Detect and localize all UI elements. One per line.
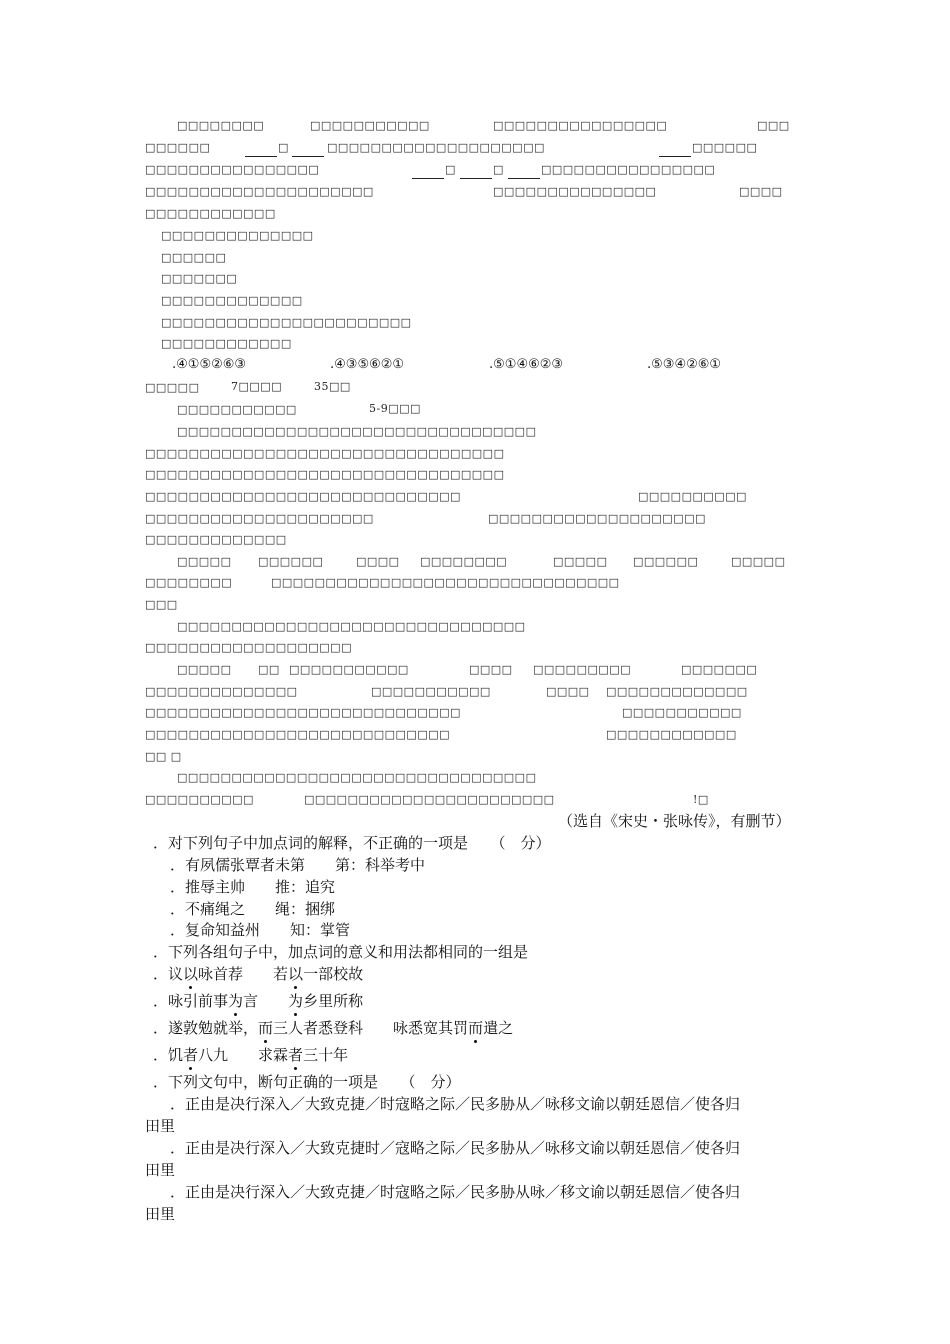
text-run: 遣之 xyxy=(483,1019,514,1037)
passage-line: □□□□□□ xyxy=(258,555,324,568)
question-2-option-c xyxy=(153,1021,513,1036)
fill-blank xyxy=(458,163,494,179)
garbled-list-item-3: □□□□□□□ xyxy=(161,272,238,285)
question-1-option-d: ．复命知益州 知：掌管 xyxy=(170,921,351,939)
passage-line: □□□□□□□□□□□□□□ xyxy=(145,685,298,698)
garbled-line-1a: □□□□□□□□ xyxy=(177,119,265,132)
garbled-list-item-6: □□□□□□□□□□□□ xyxy=(161,337,292,350)
text-run: ．议 xyxy=(153,965,184,983)
dotted-word: 而 xyxy=(258,1019,274,1037)
dotted-word: 而 xyxy=(468,1019,484,1037)
passage-line: □□□□□□□□□□□□□□□□□□□□□□□ xyxy=(304,793,555,806)
fill-blank xyxy=(410,163,446,179)
source-citation: （选自《宋史・张咏传》，有删节） xyxy=(558,812,791,830)
garbled-line-5: □□□□□□□□□□□□ xyxy=(145,207,276,220)
garbled-line-2c: □□□□□□□□□□□□□□□□□□□□ xyxy=(327,141,545,154)
passage-line: □□□□□□□□□□□□□□□□□□□□□□□□□□□□□ xyxy=(145,706,461,719)
question-1-option-b: ．推辱主帅 推：追究 xyxy=(170,878,336,896)
passage-line: □□□□ xyxy=(356,555,400,568)
passage-line: □□□□□□□□□□□□□ xyxy=(145,533,287,546)
garbled-list-item-2: □□□□□□ xyxy=(161,251,227,264)
garbled-line-3c: □ xyxy=(493,163,504,176)
passage-line: □□□□□ xyxy=(731,555,786,568)
passage-line: □□□□□□□ xyxy=(681,663,758,676)
passage-line: □□□□□□□□ xyxy=(145,576,233,589)
garbled-line-3d: □□□□□□□□□□□□□□□□ xyxy=(541,163,716,176)
passage-line: □□□□□□□□ xyxy=(420,555,508,568)
garbled-line-4a: □□□□□□□□□□□□□□□□□□□□□ xyxy=(145,185,374,198)
garbled-line-3a: □□□□□□□□□□□□□□□□ xyxy=(145,163,320,176)
text-run: ．遂敦勉就举， xyxy=(153,1019,259,1037)
dotted-word: 为 xyxy=(288,992,304,1010)
question-3-option-c-cont: 田里 xyxy=(145,1205,176,1223)
passage-line: □□□□ xyxy=(469,663,513,676)
text-run: ．咏引前事 xyxy=(153,992,229,1010)
option-d: .⑤③④②⑥① xyxy=(647,357,722,372)
dotted-word: 以 xyxy=(183,965,199,983)
text-run: 乡里所称 xyxy=(303,992,364,1010)
garbled-line-3b: □ xyxy=(445,163,456,176)
text-run: 三十年 xyxy=(303,1046,349,1064)
passage-line: □□□ xyxy=(145,598,178,611)
passage-line: □□□□□□□□□□□□□□□□□□□□□□□□□□□□□□□□□ xyxy=(145,468,505,481)
passage-line: □□□□□□□□□□□□ xyxy=(606,728,737,741)
passage-line: !□ xyxy=(693,793,709,806)
question-3-option-a: ．正由是决行深入／大致克捷／时寇略之际／民多胁从／咏移文谕以朝廷恩信／使各归 xyxy=(170,1095,741,1113)
dotted-word: 者 xyxy=(288,1046,304,1064)
garbled-line-4b: □□□□□□□□□□□□□□□ xyxy=(493,185,657,198)
passage-line: □□□□□□□□□□□□□□□□□□□ xyxy=(145,641,352,654)
passage-line: □□□□□□□□□□□□□□□□□□□□□□□□□□□□□□□□□ xyxy=(177,771,537,784)
text-run: 一部校故 xyxy=(303,965,364,983)
question-3-option-b: ．正由是决行深入／大致克捷时／寇略之际／民多胁从／咏移文谕以朝廷恩信／使各归 xyxy=(170,1139,741,1157)
text-run: 咏首荐 若 xyxy=(198,965,289,983)
garbled-line-1b: □□□□□□□□□□□ xyxy=(310,119,430,132)
fill-blank xyxy=(243,141,279,157)
fill-blank xyxy=(506,163,542,179)
passage-line: □□□□□□□□□□ xyxy=(145,793,254,806)
passage-line: □□□□□□□□□□□□□□□□□□□□□□□□□□□□□□□□ xyxy=(177,620,526,633)
garbled-line-2d: □□□□□□ xyxy=(692,141,758,154)
question-3-stem: ．下列文句中，断句正确的一项是 （ 分） xyxy=(153,1073,461,1091)
question-3-option-a-cont: 田里 xyxy=(145,1117,176,1135)
passage-line: □□□□□□□□□□□□□ xyxy=(606,685,748,698)
text-run: 三人者悉登科 咏悉宽其罚 xyxy=(273,1019,469,1037)
text-run: 八九 求霖 xyxy=(198,1046,289,1064)
garbled-list-item-5: □□□□□□□□□□□□□□□□□□□□□□□ xyxy=(161,316,412,329)
passage-line: □□□□□ xyxy=(177,663,232,676)
question-1-option-a: ．有夙儒张覃者未第 第：科举考中 xyxy=(170,856,426,874)
section-heading-a: □□□□□ xyxy=(145,381,200,394)
passage-line: □□□□□□□□□ xyxy=(533,663,632,676)
fill-blank xyxy=(657,141,693,157)
dotted-word: 以 xyxy=(288,965,304,983)
passage-line: □□□□□□□□□□□□□□□□□□□□□□□□□□□□□□□□ xyxy=(271,576,620,589)
passage-line: □□□□□□□□□□ xyxy=(638,490,747,503)
text-run: 言 xyxy=(243,992,289,1010)
passage-line: □□ □ xyxy=(145,750,182,763)
passage-line: □□□□□□□□□□□□□□□□□□□□ xyxy=(488,512,706,525)
question-3-option-b-cont: 田里 xyxy=(145,1161,176,1179)
passage-line: □□□□□□□□□□□□□□□□□□□□□□□□□□□□□□□□□ xyxy=(177,425,537,438)
passage-line: □□ xyxy=(258,663,280,676)
passage-line: □□□□□□□□□□□□□□□□□□□□□□□□□□□□□□□□□ xyxy=(145,447,505,460)
option-c: .⑤①④⑥②③ xyxy=(489,357,564,372)
instruction-a: □□□□□□□□□□□ xyxy=(177,403,297,416)
question-2-stem: ．下列各组句子中，加点词的意义和用法都相同的一组是 xyxy=(153,943,529,961)
section-heading-b: 7□□□□ xyxy=(231,380,283,393)
passage-line: □□□□ xyxy=(546,685,590,698)
dotted-word: 者 xyxy=(183,1046,199,1064)
passage-line: □□□□□ xyxy=(553,555,608,568)
garbled-line-1c: □□□□□□□□□□□□□□□□ xyxy=(493,119,668,132)
question-3-option-c: ．正由是决行深入／大致克捷／时寇略之际／民多胁从咏／移文谕以朝廷恩信／使各归 xyxy=(170,1183,741,1201)
garbled-line-2a: □□□□□□ xyxy=(145,141,211,154)
passage-line: □□□□□□ xyxy=(633,555,699,568)
question-2-option-b xyxy=(153,994,363,1009)
dotted-word: 为 xyxy=(228,992,244,1010)
garbled-list-item-1: □□□□□□□□□□□□□□ xyxy=(161,229,314,242)
passage-line: □□□□□□□□□□□□□□□□□□□□□ xyxy=(145,512,374,525)
passage-line: □□□□□□□□□□□ xyxy=(289,663,409,676)
option-b: .④③⑤⑥②① xyxy=(330,357,405,372)
passage-line: □□□□□□□□□□□□□□□□□□□□□□□□□□□□ xyxy=(145,728,451,741)
question-2-option-d xyxy=(153,1048,348,1063)
garbled-line-2b: □ xyxy=(278,141,289,154)
passage-line: □□□□□□□□□□□ xyxy=(371,685,491,698)
passage-line: □□□□□□□□□□□□□□□□□□□□□□□□□□□□□ xyxy=(145,490,461,503)
text-run: ．饥 xyxy=(153,1046,184,1064)
section-heading-c: 35□□ xyxy=(314,380,351,393)
passage-line: □□□□□ xyxy=(177,555,232,568)
garbled-line-4c: □□□□ xyxy=(739,185,783,198)
option-a: .④①⑤②⑥③ xyxy=(172,357,247,372)
fill-blank xyxy=(290,141,326,157)
question-2-option-a xyxy=(153,967,363,982)
garbled-line-1d: □□□ xyxy=(757,119,790,132)
passage-line: □□□□□□□□□□□ xyxy=(622,706,742,719)
instruction-b: 5-9□□□ xyxy=(369,402,421,415)
garbled-list-item-4: □□□□□□□□□□□□□ xyxy=(161,294,303,307)
question-1-stem: ．对下列句子中加点词的解释，不正确的一项是 （ 分） xyxy=(153,834,551,852)
question-1-option-c: ．不痛绳之 绳：捆绑 xyxy=(170,900,336,918)
